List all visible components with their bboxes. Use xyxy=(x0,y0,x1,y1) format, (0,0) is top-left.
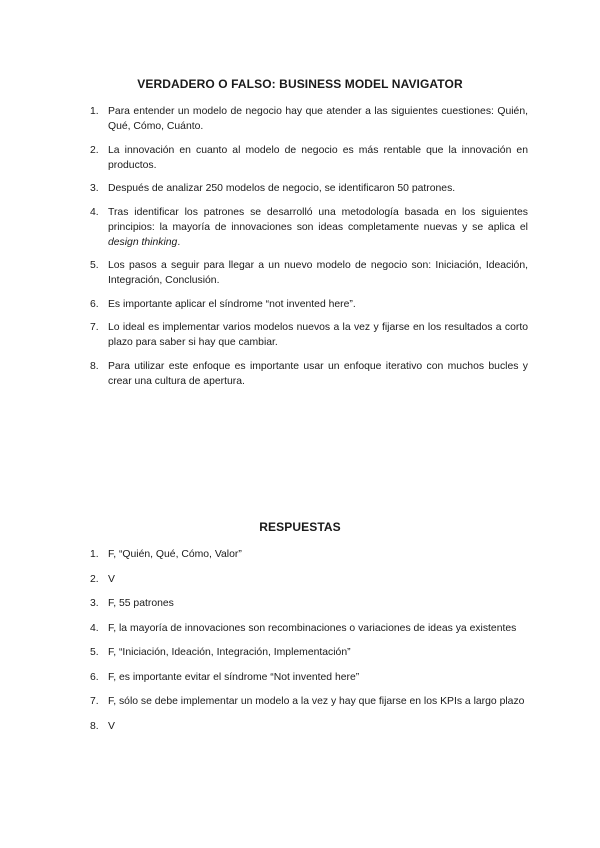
answer-item xyxy=(90,670,528,685)
answer-number: 4. xyxy=(90,622,99,634)
questions-list xyxy=(90,104,528,397)
question-text: Tras identificar los patrones se desarrolló una metodología basada en los siguientes principios: la mayoría de innovaciones son ideas completamente nuevas y se aplica el xyxy=(108,206,528,233)
answer-item xyxy=(90,645,528,660)
question-number: 1. xyxy=(90,106,99,117)
answer-number: 1. xyxy=(90,549,99,560)
question-number: 7. xyxy=(90,322,99,333)
question-item xyxy=(90,297,528,312)
answers-list xyxy=(90,547,528,743)
question-text: La innovación en cuanto al modelo de negocio es más rentable que la innovación en productos. xyxy=(108,144,528,171)
answer-item xyxy=(90,547,528,562)
answers-title: RESPUESTAS xyxy=(259,520,341,534)
answer-text: F, la mayoría de innovaciones son recombinaciones o variaciones de ideas ya existentes xyxy=(108,622,517,634)
answer-item xyxy=(90,621,528,636)
answer-text: F, 55 patrones xyxy=(108,598,174,609)
page-title: VERDADERO O FALSO: BUSINESS MODEL NAVIGATOR xyxy=(137,77,463,91)
answer-number: 2. xyxy=(90,573,99,585)
question-item xyxy=(90,104,528,134)
question-text: Lo ideal es implementar varios modelos nuevos a la vez y fijarse en los resultados a corto plazo para saber si hay que cambiar. xyxy=(108,322,528,348)
question-number: 8. xyxy=(90,360,99,372)
question-emphasis: design thinking xyxy=(108,236,178,248)
answer-item xyxy=(90,572,528,587)
answer-text: F, “Quién, Qué, Cómo, Valor” xyxy=(108,549,242,560)
answer-number: 3. xyxy=(90,598,99,609)
answer-text: F, “Iniciación, Ideación, Integración, Implementación” xyxy=(108,647,351,658)
question-item xyxy=(90,181,528,196)
answer-item xyxy=(90,694,528,709)
question-text: Para entender un modelo de negocio hay que atender a las siguientes cuestiones: Quién, Qué, Cómo, Cuánto. xyxy=(108,106,528,132)
answer-text: F, sólo se debe implementar un modelo a la vez y hay que fijarse en los KPIs a largo plazo xyxy=(108,696,525,707)
answer-text: F, es importante evitar el síndrome “Not invented here” xyxy=(108,671,360,683)
question-text: Es importante aplicar el síndrome “not invented here”. xyxy=(108,298,356,310)
answer-number: 6. xyxy=(90,671,99,683)
answer-text: V xyxy=(108,573,115,585)
question-item xyxy=(90,320,528,350)
question-number: 2. xyxy=(90,144,99,156)
question-number: 4. xyxy=(90,206,99,218)
answer-item xyxy=(90,596,528,611)
answer-item xyxy=(90,719,528,734)
answer-number: 8. xyxy=(90,720,99,732)
answer-number: 7. xyxy=(90,696,99,707)
question-text-end: . xyxy=(177,236,181,248)
question-number: 6. xyxy=(90,298,99,310)
question-text: Para utilizar este enfoque es importante usar un enfoque iterativo con muchos bucles y crear una cultura de apertura. xyxy=(108,360,528,387)
answer-text: V xyxy=(108,720,115,732)
question-item xyxy=(90,359,528,389)
question-text: Los pasos a seguir para llegar a un nuevo modelo de negocio son: Iniciación, Ideación, Integración, Conclusión. xyxy=(108,260,528,286)
question-item xyxy=(90,205,528,250)
question-text: Después de analizar 250 modelos de negocio, se identificaron 50 patrones. xyxy=(108,183,456,194)
question-number: 5. xyxy=(90,260,99,271)
answer-number: 5. xyxy=(90,647,99,658)
question-number: 3. xyxy=(90,183,99,194)
question-item xyxy=(90,258,528,288)
question-item xyxy=(90,143,528,173)
